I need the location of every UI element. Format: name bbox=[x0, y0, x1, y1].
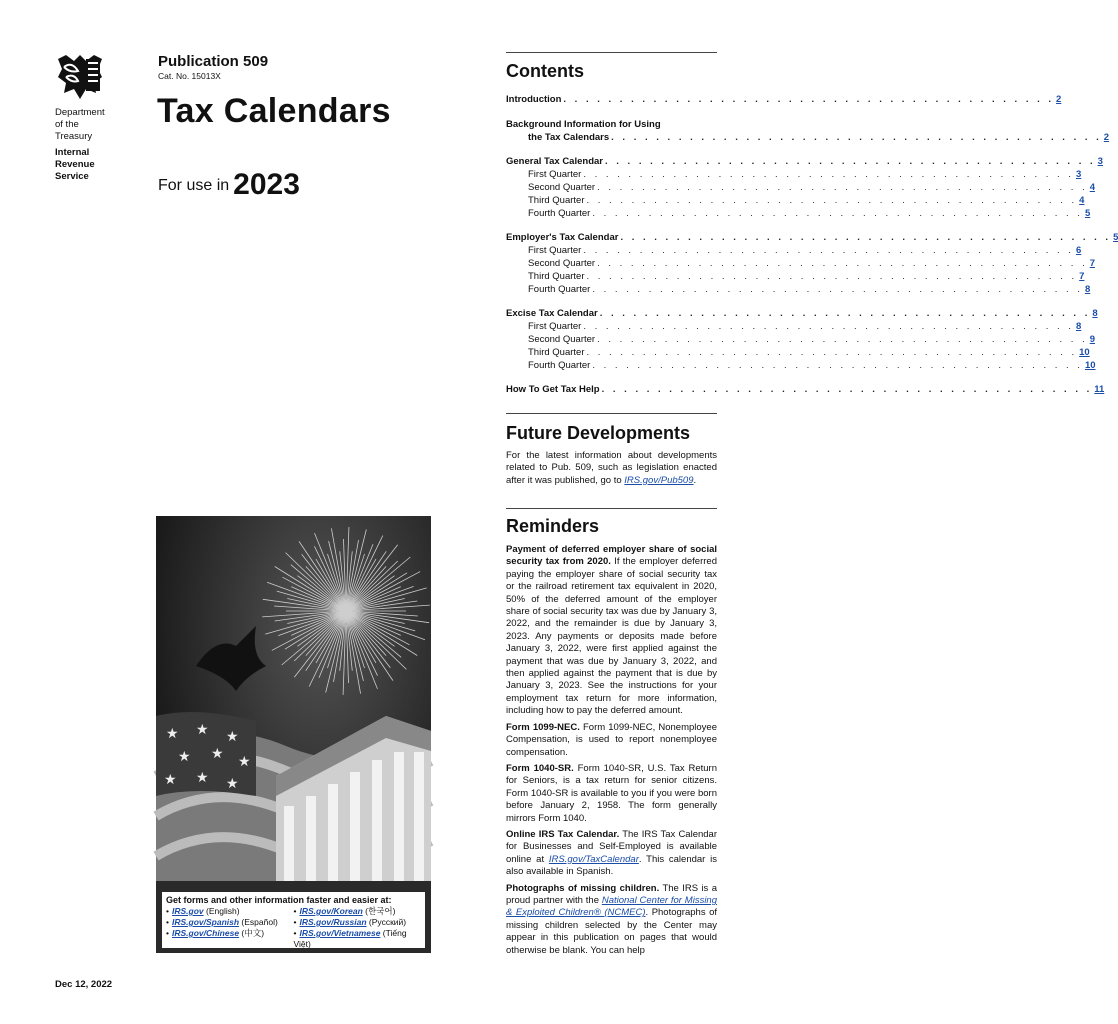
for-use-line bbox=[158, 168, 300, 202]
toc-leader-dots bbox=[597, 182, 1088, 195]
reminder-title: Payment of deferred employer share of social security tax from 2020. bbox=[506, 544, 717, 568]
info-link-item bbox=[166, 928, 294, 939]
divider bbox=[506, 413, 717, 414]
toc-entry[interactable] bbox=[506, 257, 1096, 271]
toc-entry-label: Fourth Quarter bbox=[528, 207, 591, 219]
toc-leader-dots bbox=[587, 271, 1078, 284]
toc-page-link[interactable]: 8 bbox=[1084, 283, 1091, 295]
info-link-item bbox=[294, 928, 422, 950]
toc-leader-dots bbox=[583, 321, 1074, 334]
reminder-text: Form 1040-SR, U.S. Tax Return for Seniors, is a tax return for senior citizens. Form 1040-SR is available to you if you were born before January 2, 1958. The form generally mirrors Form 1040. bbox=[506, 762, 717, 824]
toc-entry[interactable] bbox=[506, 245, 1082, 258]
toc-entry-label: First Quarter bbox=[528, 169, 582, 181]
language-label: (Tiếng Việt) bbox=[293, 928, 407, 949]
toc-page-link[interactable]: 6 bbox=[1075, 245, 1082, 257]
info-box-left-column bbox=[166, 906, 294, 950]
toc-page-link[interactable]: 5 bbox=[1084, 207, 1091, 219]
toc-entry-label: the Tax Calendars bbox=[528, 131, 610, 143]
reminders-heading: Reminders bbox=[506, 516, 600, 536]
reminder-item bbox=[506, 883, 717, 957]
irs-eagle-logo bbox=[52, 53, 108, 101]
info-box bbox=[162, 892, 425, 948]
toc-page-link[interactable]: 4 bbox=[1079, 194, 1085, 206]
reminder-item bbox=[506, 544, 717, 718]
toc-entry[interactable] bbox=[506, 94, 1062, 107]
toc-entry[interactable] bbox=[506, 232, 1118, 245]
department-block bbox=[55, 107, 125, 183]
svg-text:★: ★ bbox=[178, 749, 191, 765]
toc-leader-dots bbox=[620, 232, 1111, 245]
reminder-text: If the employer deferred paying the employer share of social security tax or the railroad retirement tax equivalent in 2020, 50% of the deferred amount of the employer share of social security tax was due by January 3, 2022, and the remainder is due by January 3, 2023. Any payments or deposits made before January 3, 2022, were first applied against the payment that was due by January 3, 2022, and then applied against the payment that is due by January 3, 2023. See the instructions for your employment tax return for more information, including how to pay the deferred amount. bbox=[506, 556, 717, 717]
language-label: (Español) bbox=[239, 917, 278, 927]
reminder-item bbox=[506, 763, 717, 825]
toc-leader-dots bbox=[611, 132, 1102, 145]
reminder-text: The IRS Tax Calendar for Businesses and Self-Employed is available online at bbox=[506, 828, 717, 865]
toc-entry-label: Excise Tax Calendar bbox=[506, 308, 598, 320]
toc-leader-dots bbox=[600, 308, 1091, 321]
toc-entry[interactable] bbox=[506, 194, 1085, 208]
toc-page-link[interactable]: 4 bbox=[1089, 181, 1096, 193]
toc-page-link[interactable]: 11 bbox=[1094, 384, 1105, 396]
toc-page-link[interactable]: 2 bbox=[1056, 94, 1062, 105]
reminder-title: Photographs of missing children. bbox=[506, 882, 660, 894]
toc-leader-dots bbox=[592, 208, 1083, 221]
divider bbox=[506, 52, 717, 53]
irs-chinese-link[interactable]: IRS.gov/Chinese bbox=[171, 928, 240, 938]
toc-leader-dots bbox=[592, 284, 1083, 297]
table-of-contents bbox=[506, 94, 1118, 397]
irs-gov-link[interactable]: IRS.gov bbox=[171, 906, 204, 916]
irs-line: Internal bbox=[55, 147, 90, 158]
publication-number: Publication 509 bbox=[158, 53, 269, 70]
toc-page-link[interactable]: 7 bbox=[1079, 270, 1085, 282]
svg-text:★: ★ bbox=[196, 770, 209, 786]
future-end: . bbox=[693, 474, 697, 486]
toc-leader-dots bbox=[583, 245, 1074, 258]
toc-page-link[interactable]: 8 bbox=[1075, 321, 1082, 333]
toc-entry-label: Third Quarter bbox=[528, 346, 585, 358]
toc-page-link[interactable]: 8 bbox=[1092, 308, 1098, 320]
reminder-link[interactable]: IRS.gov/TaxCalendar bbox=[548, 853, 639, 865]
toc-entry-label: Introduction bbox=[506, 94, 562, 105]
toc-page-link[interactable]: 5 bbox=[1113, 232, 1118, 244]
toc-entry[interactable] bbox=[506, 359, 1096, 373]
toc-leader-dots bbox=[583, 169, 1074, 182]
cover-illustration bbox=[156, 516, 431, 953]
toc-entry-label: Third Quarter bbox=[528, 270, 585, 282]
irs-line: Revenue bbox=[55, 159, 95, 170]
info-box-title: Get forms and other information faster and easier at: bbox=[166, 895, 392, 905]
tax-year: 2023 bbox=[233, 168, 300, 201]
svg-text:★: ★ bbox=[211, 746, 224, 762]
toc-entry[interactable] bbox=[506, 283, 1091, 297]
reminder-item bbox=[506, 829, 717, 879]
toc-leader-dots bbox=[602, 384, 1093, 397]
toc-page-link[interactable]: 7 bbox=[1089, 257, 1096, 269]
toc-leader-dots bbox=[605, 156, 1096, 169]
toc-entry-label: How To Get Tax Help bbox=[506, 384, 600, 396]
toc-entry[interactable] bbox=[506, 321, 1082, 334]
toc-entry-label: Fourth Quarter bbox=[528, 283, 591, 295]
divider bbox=[506, 508, 717, 509]
toc-leader-dots bbox=[587, 347, 1078, 360]
toc-entry[interactable] bbox=[506, 333, 1096, 347]
toc-entry-label: Second Quarter bbox=[528, 333, 596, 345]
reminder-title: Form 1099-NEC. bbox=[506, 721, 580, 733]
future-developments-heading: Future Developments bbox=[506, 423, 691, 443]
toc-entry-label: Employer's Tax Calendar bbox=[506, 232, 619, 244]
toc-entry[interactable] bbox=[506, 169, 1082, 182]
catalog-number: Cat. No. 15013X bbox=[158, 71, 221, 81]
irs-russian-link[interactable]: IRS.gov/Russian bbox=[299, 917, 367, 927]
reminder-text: Form 1099-NEC, Nonemployee Compensation, is used to report nonemployee compensation. bbox=[506, 721, 717, 758]
toc-entry-label: Second Quarter bbox=[528, 181, 596, 193]
toc-entry-label: Third Quarter bbox=[528, 194, 585, 206]
page-title: Tax Calendars bbox=[157, 92, 391, 130]
toc-entry[interactable] bbox=[506, 308, 1098, 321]
info-box-right-column bbox=[294, 906, 422, 950]
reminder-item bbox=[506, 722, 717, 759]
info-link-item bbox=[294, 906, 422, 917]
irs-spanish-link[interactable]: IRS.gov/Spanish bbox=[171, 917, 240, 927]
toc-leader-dots bbox=[587, 195, 1078, 208]
reminder-link[interactable]: National Center for Missing & Exploited Children® (NCMEC) bbox=[506, 894, 718, 919]
toc-entry-label: Second Quarter bbox=[528, 257, 596, 269]
department-line: of the bbox=[55, 119, 79, 130]
reminder-text: The IRS is a proud partner with the bbox=[506, 882, 717, 906]
toc-page-link[interactable]: 9 bbox=[1089, 333, 1096, 345]
department-line: Treasury bbox=[55, 131, 93, 142]
info-link-item bbox=[166, 906, 294, 917]
toc-entry[interactable] bbox=[506, 181, 1096, 195]
toc-entry[interactable] bbox=[506, 384, 1105, 397]
language-label: (Русский) bbox=[366, 917, 407, 927]
toc-entry-label: First Quarter bbox=[528, 245, 582, 257]
toc-entry-label: Fourth Quarter bbox=[528, 359, 591, 371]
svg-text:★: ★ bbox=[238, 754, 251, 770]
toc-entry-label: First Quarter bbox=[528, 321, 582, 333]
future-text: For the latest information about developments related to Pub. 509, such as legislation enacted after it was published, go to bbox=[506, 450, 717, 486]
toc-entry-label: Background Information for Using bbox=[506, 118, 661, 130]
language-label: (한국어) bbox=[362, 906, 396, 916]
svg-text:★: ★ bbox=[164, 772, 177, 788]
language-label: (English) bbox=[203, 906, 240, 916]
reminder-title: Online IRS Tax Calendar. bbox=[506, 828, 620, 840]
toc-entry[interactable] bbox=[506, 156, 1103, 169]
toc-page-link[interactable]: 10 bbox=[1079, 346, 1090, 358]
toc-entry[interactable] bbox=[506, 346, 1090, 360]
toc-entry[interactable] bbox=[506, 207, 1091, 221]
toc-entry[interactable] bbox=[506, 118, 1110, 145]
reminders-list bbox=[506, 544, 717, 961]
svg-text:★: ★ bbox=[166, 726, 179, 742]
svg-text:★: ★ bbox=[196, 722, 209, 738]
info-link-item bbox=[166, 917, 294, 928]
reminder-text: . Photographs of missing children selected by the Center may appear in this publication on pages that would otherwise be blank. You can help bbox=[506, 907, 718, 956]
toc-leader-dots bbox=[563, 94, 1054, 107]
toc-page-link[interactable]: 3 bbox=[1075, 169, 1082, 181]
toc-leader-dots bbox=[597, 334, 1088, 347]
reminder-title: Form 1040-SR. bbox=[506, 762, 574, 774]
toc-leader-dots bbox=[592, 360, 1083, 373]
for-use-label: For use in bbox=[158, 177, 230, 194]
irs-korean-link[interactable]: IRS.gov/Korean bbox=[299, 906, 363, 916]
pub509-link[interactable]: IRS.gov/Pub509 bbox=[624, 474, 694, 486]
irs-line: Service bbox=[55, 171, 89, 182]
language-label: (中文) bbox=[239, 928, 265, 938]
toc-page-link[interactable]: 10 bbox=[1084, 359, 1096, 371]
svg-text:★: ★ bbox=[226, 776, 239, 792]
future-developments-text bbox=[506, 450, 717, 487]
irs-vietnamese-link[interactable]: IRS.gov/Vietnamese bbox=[299, 928, 381, 938]
toc-page-link[interactable]: 2 bbox=[1103, 131, 1110, 143]
toc-leader-dots bbox=[597, 258, 1088, 271]
toc-entry-label: General Tax Calendar bbox=[506, 156, 603, 168]
publication-date: Dec 12, 2022 bbox=[55, 979, 113, 990]
toc-entry[interactable] bbox=[506, 270, 1085, 284]
contents-heading: Contents bbox=[506, 61, 584, 81]
info-link-item bbox=[294, 917, 422, 928]
reminder-text: . This calendar is also available in Spanish. bbox=[506, 853, 718, 878]
toc-page-link[interactable]: 3 bbox=[1097, 156, 1103, 168]
svg-text:★: ★ bbox=[226, 729, 239, 745]
department-line: Department bbox=[55, 107, 105, 118]
